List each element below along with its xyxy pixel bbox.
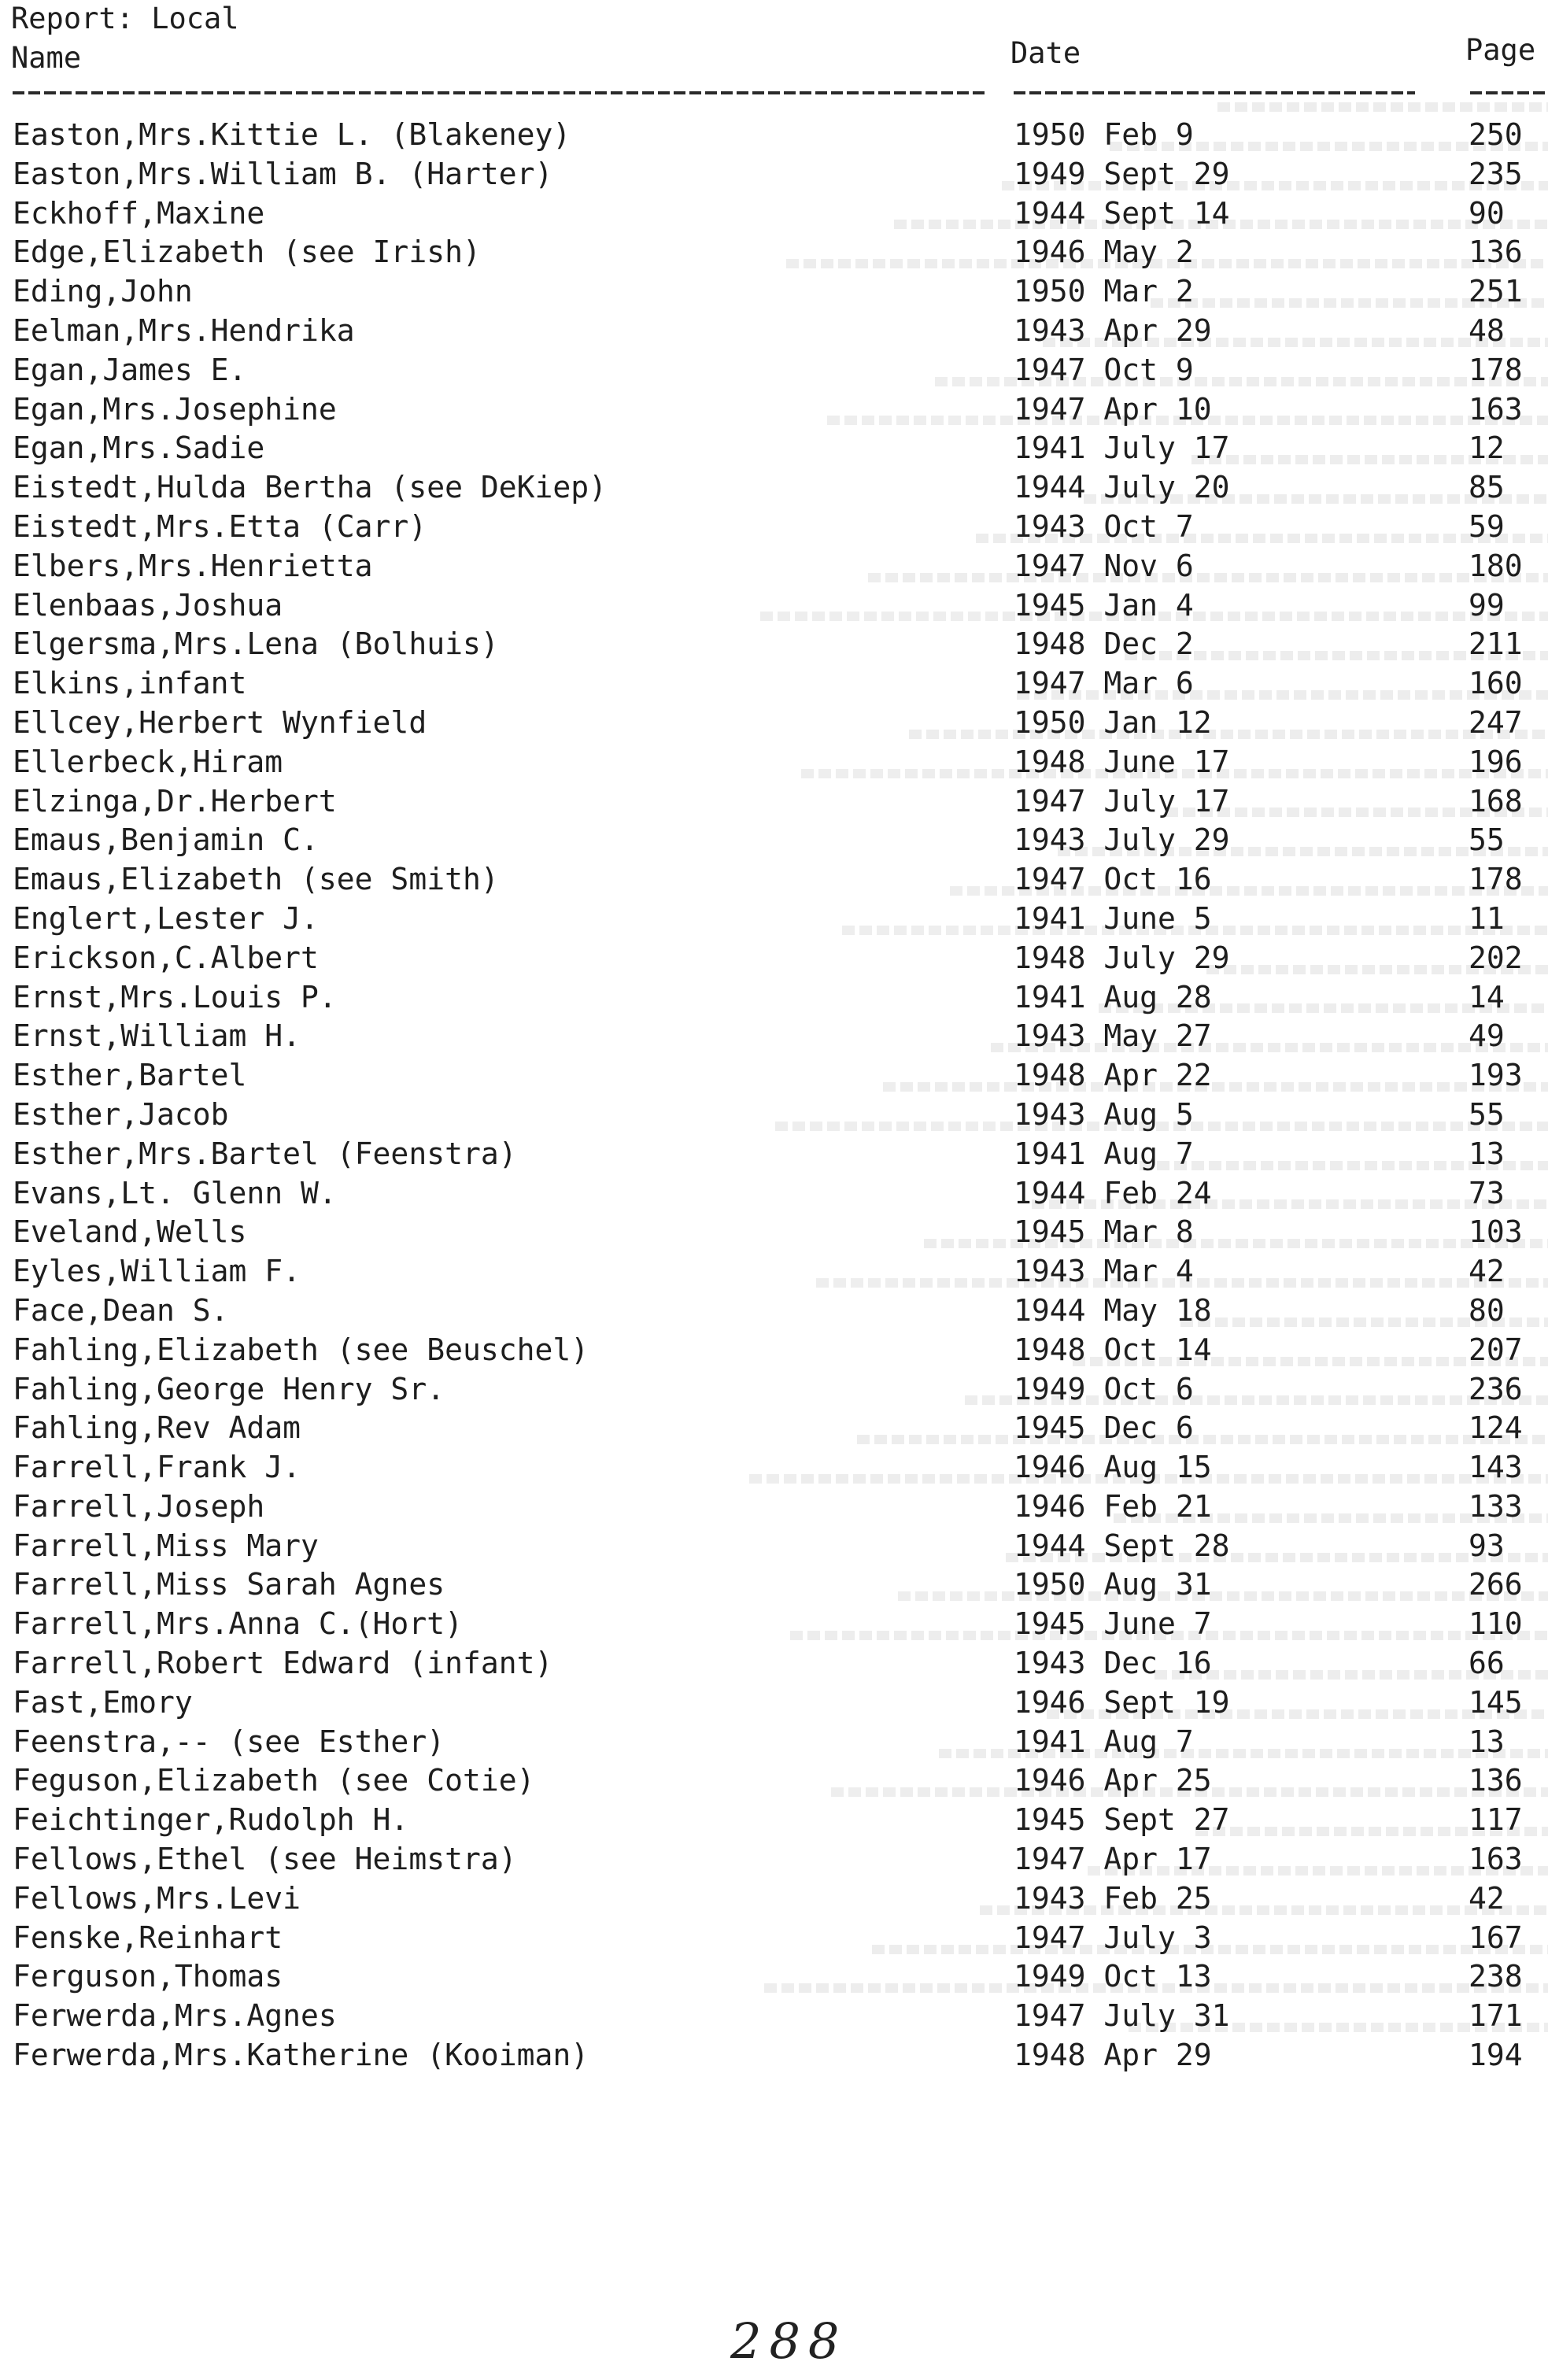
table-row (0, 1447, 1548, 1487)
entry-page: 124 (1469, 1410, 1523, 1446)
table-row (0, 507, 1548, 546)
entry-date: 1947 Nov 6 (1014, 548, 1194, 583)
table-row (0, 703, 1548, 742)
entry-page: 11 (1469, 900, 1505, 936)
table-row (0, 782, 1548, 821)
entry-date: 1948 Dec 2 (1014, 626, 1194, 662)
entry-name: Ferwerda,Mrs.Agnes (13, 1998, 337, 2034)
entry-date: 1947 Apr 10 (1014, 391, 1212, 427)
entry-page: 145 (1469, 1684, 1523, 1720)
entry-name: Fellows,Ethel (see Heimstra) (13, 1842, 517, 1877)
entry-date: 1945 Sept 27 (1014, 1802, 1230, 1838)
table-row (0, 1957, 1548, 1996)
entry-date: 1941 June 5 (1014, 900, 1212, 936)
entry-name: Eding,John (13, 274, 193, 309)
table-row (0, 624, 1548, 663)
table-row (0, 350, 1548, 390)
entry-name: Eelman,Mrs.Hendrika (13, 312, 355, 348)
column-header-date: Date (1010, 36, 1081, 70)
entry-date: 1943 Dec 16 (1014, 1646, 1212, 1681)
entry-date: 1949 Oct 13 (1014, 1959, 1212, 1994)
entry-page: 178 (1469, 352, 1523, 387)
entry-date: 1943 Feb 25 (1014, 1880, 1212, 1916)
entry-page: 194 (1469, 2038, 1523, 2073)
entry-page: 12 (1469, 431, 1505, 466)
entry-date: 1950 Aug 31 (1014, 1567, 1212, 1602)
entry-date: 1946 Apr 25 (1014, 1763, 1212, 1798)
table-row (0, 1291, 1548, 1330)
entry-name: Elbers,Mrs.Henrietta (13, 548, 373, 583)
entry-page: 178 (1469, 862, 1523, 897)
header-divider-name (13, 91, 985, 94)
entry-date: 1950 Mar 2 (1014, 274, 1194, 309)
table-row (0, 820, 1548, 859)
entry-name: Elzinga,Dr.Herbert (13, 783, 337, 819)
entry-name: Elkins,infant (13, 666, 247, 701)
table-row (0, 1800, 1548, 1839)
table-row (0, 1369, 1548, 1409)
entry-page: 193 (1469, 1058, 1523, 1093)
table-row (0, 938, 1548, 978)
entry-date: 1947 Apr 17 (1014, 1842, 1212, 1877)
entry-page: 42 (1469, 1254, 1505, 1289)
entry-date: 1949 Sept 29 (1014, 156, 1230, 191)
entry-name: Eistedt,Hulda Bertha (see DeKiep) (13, 470, 607, 505)
entry-date: 1943 Oct 7 (1014, 508, 1194, 544)
table-row (0, 311, 1548, 350)
entry-page: 180 (1469, 548, 1523, 583)
table-row (0, 1526, 1548, 1565)
entry-page: 238 (1469, 1959, 1523, 1994)
entry-name: Ellerbeck,Hiram (13, 744, 283, 779)
entry-name: Edge,Elizabeth (see Irish) (13, 235, 481, 270)
table-row (0, 272, 1548, 311)
entry-name: Eistedt,Mrs.Etta (Carr) (13, 508, 427, 544)
entry-page: 49 (1469, 1018, 1505, 1054)
entry-name: Farrell,Mrs.Anna C.(Hort) (13, 1606, 463, 1642)
entry-name: Fahling,George Henry Sr. (13, 1371, 445, 1406)
table-row (0, 742, 1548, 782)
entry-name: Elenbaas,Joshua (13, 587, 283, 623)
entry-name: Elgersma,Mrs.Lena (Bolhuis) (13, 626, 499, 662)
entry-name: Ellcey,Herbert Wynfield (13, 704, 427, 740)
header-divider-page (1470, 91, 1546, 94)
entry-name: Ferwerda,Mrs.Katherine (Kooiman) (13, 2038, 589, 2073)
table-row (0, 1918, 1548, 1957)
entry-name: Erickson,C.Albert (13, 940, 319, 975)
entry-page: 163 (1469, 1842, 1523, 1877)
entry-name: Farrell,Miss Mary (13, 1528, 319, 1563)
entry-date: 1944 May 18 (1014, 1292, 1212, 1328)
entry-name: Englert,Lester J. (13, 900, 319, 936)
entry-date: 1950 Jan 12 (1014, 704, 1212, 740)
table-row (0, 1408, 1548, 1447)
table-row (0, 1173, 1548, 1213)
table-row (0, 1251, 1548, 1291)
table-row (0, 1683, 1548, 1722)
entry-name: Ernst,William H. (13, 1018, 301, 1054)
entry-page: 247 (1469, 704, 1523, 740)
entry-date: 1947 July 31 (1014, 1998, 1230, 2034)
entry-page: 55 (1469, 822, 1505, 858)
entry-date: 1946 Sept 19 (1014, 1684, 1230, 1720)
entry-page: 266 (1469, 1567, 1523, 1602)
table-row (0, 1722, 1548, 1761)
table-row (0, 1212, 1548, 1251)
entry-page: 167 (1469, 1920, 1523, 1955)
handwritten-page-number: 288 (730, 2312, 848, 2370)
entry-date: 1948 June 17 (1014, 744, 1230, 779)
entry-list (0, 115, 1548, 2075)
table-row (0, 1095, 1548, 1134)
entry-name: Farrell,Miss Sarah Agnes (13, 1567, 445, 1602)
entry-date: 1947 Mar 6 (1014, 666, 1194, 701)
entry-page: 202 (1469, 940, 1523, 975)
entry-page: 80 (1469, 1292, 1505, 1328)
table-row (0, 1604, 1548, 1643)
entry-name: Feenstra,-- (see Esther) (13, 1724, 445, 1759)
entry-date: 1950 Feb 9 (1014, 117, 1194, 152)
entry-date: 1943 Mar 4 (1014, 1254, 1194, 1289)
entry-page: 48 (1469, 312, 1505, 348)
table-row (0, 1761, 1548, 1800)
column-header-page: Page (1465, 33, 1536, 67)
entry-date: 1944 Sept 28 (1014, 1528, 1230, 1563)
table-row (0, 859, 1548, 899)
entry-name: Feguson,Elizabeth (see Cotie) (13, 1763, 535, 1798)
entry-page: 13 (1469, 1724, 1505, 1759)
table-row (0, 1643, 1548, 1683)
table-row (0, 663, 1548, 703)
entry-date: 1941 Aug 7 (1014, 1724, 1194, 1759)
entry-name: Eveland,Wells (13, 1214, 247, 1250)
table-row (0, 194, 1548, 233)
entry-date: 1945 Jan 4 (1014, 587, 1194, 623)
header-divider-date (1014, 91, 1415, 94)
entry-name: Ferguson,Thomas (13, 1959, 283, 1994)
table-row (0, 468, 1548, 507)
table-row (0, 1134, 1548, 1173)
entry-page: 236 (1469, 1371, 1523, 1406)
entry-page: 251 (1469, 274, 1523, 309)
entry-date: 1944 Feb 24 (1014, 1175, 1212, 1210)
entry-date: 1948 Apr 29 (1014, 2038, 1212, 2073)
entry-page: 14 (1469, 979, 1505, 1014)
entry-date: 1945 Mar 8 (1014, 1214, 1194, 1250)
entry-date: 1943 July 29 (1014, 822, 1230, 858)
entry-page: 13 (1469, 1136, 1505, 1171)
entry-page: 103 (1469, 1214, 1523, 1250)
table-row (0, 2035, 1548, 2075)
entry-name: Fast,Emory (13, 1684, 193, 1720)
table-row (0, 1016, 1548, 1055)
entry-name: Feichtinger,Rudolph H. (13, 1802, 409, 1838)
entry-date: 1943 Apr 29 (1014, 312, 1212, 348)
entry-name: Esther,Bartel (13, 1058, 247, 1093)
column-header-name: Name (11, 41, 82, 75)
entry-name: Ernst,Mrs.Louis P. (13, 979, 337, 1014)
entry-date: 1948 Oct 14 (1014, 1332, 1212, 1367)
entry-name: Face,Dean S. (13, 1292, 229, 1328)
entry-name: Fahling,Rev Adam (13, 1410, 301, 1446)
table-row (0, 899, 1548, 938)
table-row (0, 390, 1548, 429)
table-row (0, 1330, 1548, 1369)
entry-page: 42 (1469, 1880, 1505, 1916)
entry-name: Egan,Mrs.Sadie (13, 431, 265, 466)
entry-date: 1943 May 27 (1014, 1018, 1212, 1054)
entry-page: 73 (1469, 1175, 1505, 1210)
entry-page: 196 (1469, 744, 1523, 779)
entry-date: 1943 Aug 5 (1014, 1096, 1194, 1132)
entry-page: 250 (1469, 117, 1523, 152)
table-row (0, 428, 1548, 468)
entry-page: 133 (1469, 1488, 1523, 1524)
entry-date: 1949 Oct 6 (1014, 1371, 1194, 1406)
entry-date: 1946 May 2 (1014, 235, 1194, 270)
entry-date: 1947 July 3 (1014, 1920, 1212, 1955)
entry-page: 211 (1469, 626, 1523, 662)
entry-name: Egan,Mrs.Josephine (13, 391, 337, 427)
entry-name: Farrell,Robert Edward (infant) (13, 1646, 553, 1681)
entry-date: 1947 Oct 16 (1014, 862, 1212, 897)
entry-page: 93 (1469, 1528, 1505, 1563)
entry-name: Easton,Mrs.William B. (Harter) (13, 156, 553, 191)
entry-name: Egan,James E. (13, 352, 247, 387)
entry-date: 1944 Sept 14 (1014, 195, 1230, 231)
table-row (0, 586, 1548, 625)
entry-date: 1941 Aug 28 (1014, 979, 1212, 1014)
entry-date: 1947 July 17 (1014, 783, 1230, 819)
entry-page: 168 (1469, 783, 1523, 819)
table-row (0, 1487, 1548, 1526)
entry-date: 1948 Apr 22 (1014, 1058, 1212, 1093)
entry-name: Farrell,Frank J. (13, 1450, 301, 1485)
entry-date: 1941 July 17 (1014, 431, 1230, 466)
entry-date: 1944 July 20 (1014, 470, 1230, 505)
entry-page: 99 (1469, 587, 1505, 623)
table-row (0, 1996, 1548, 2035)
entry-name: Fenske,Reinhart (13, 1920, 283, 1955)
entry-page: 143 (1469, 1450, 1523, 1485)
entry-name: Evans,Lt. Glenn W. (13, 1175, 337, 1210)
entry-page: 160 (1469, 666, 1523, 701)
entry-page: 207 (1469, 1332, 1523, 1367)
entry-page: 110 (1469, 1606, 1523, 1642)
table-row (0, 1839, 1548, 1879)
table-row (0, 1055, 1548, 1095)
entry-page: 90 (1469, 195, 1505, 231)
entry-date: 1945 Dec 6 (1014, 1410, 1194, 1446)
entry-name: Esther,Jacob (13, 1096, 229, 1132)
entry-name: Eckhoff,Maxine (13, 195, 265, 231)
table-row (0, 232, 1548, 272)
entry-page: 235 (1469, 156, 1523, 191)
report-title: Report: Local (11, 2, 239, 35)
entry-page: 136 (1469, 1763, 1523, 1798)
entry-date: 1946 Feb 21 (1014, 1488, 1212, 1524)
entry-page: 85 (1469, 470, 1505, 505)
entry-page: 136 (1469, 235, 1523, 270)
table-row (0, 546, 1548, 586)
entry-page: 163 (1469, 391, 1523, 427)
entry-date: 1945 June 7 (1014, 1606, 1212, 1642)
entry-date: 1948 July 29 (1014, 940, 1230, 975)
table-row (0, 154, 1548, 194)
table-row (0, 1565, 1548, 1604)
table-row (0, 1879, 1548, 1918)
entry-name: Emaus,Benjamin C. (13, 822, 319, 858)
entry-name: Farrell,Joseph (13, 1488, 265, 1524)
entry-date: 1941 Aug 7 (1014, 1136, 1194, 1171)
entry-name: Fellows,Mrs.Levi (13, 1880, 301, 1916)
entry-name: Easton,Mrs.Kittie L. (Blakeney) (13, 117, 571, 152)
table-row (0, 115, 1548, 154)
bleed-line (1217, 102, 1548, 112)
entry-page: 117 (1469, 1802, 1523, 1838)
entry-page: 59 (1469, 508, 1505, 544)
entry-date: 1947 Oct 9 (1014, 352, 1194, 387)
entry-page: 55 (1469, 1096, 1505, 1132)
entry-name: Fahling,Elizabeth (see Beuschel) (13, 1332, 589, 1367)
entry-name: Esther,Mrs.Bartel (Feenstra) (13, 1136, 517, 1171)
entry-date: 1946 Aug 15 (1014, 1450, 1212, 1485)
entry-name: Eyles,William F. (13, 1254, 301, 1289)
table-row (0, 978, 1548, 1017)
entry-page: 171 (1469, 1998, 1523, 2034)
entry-name: Emaus,Elizabeth (see Smith) (13, 862, 499, 897)
entry-page: 66 (1469, 1646, 1505, 1681)
